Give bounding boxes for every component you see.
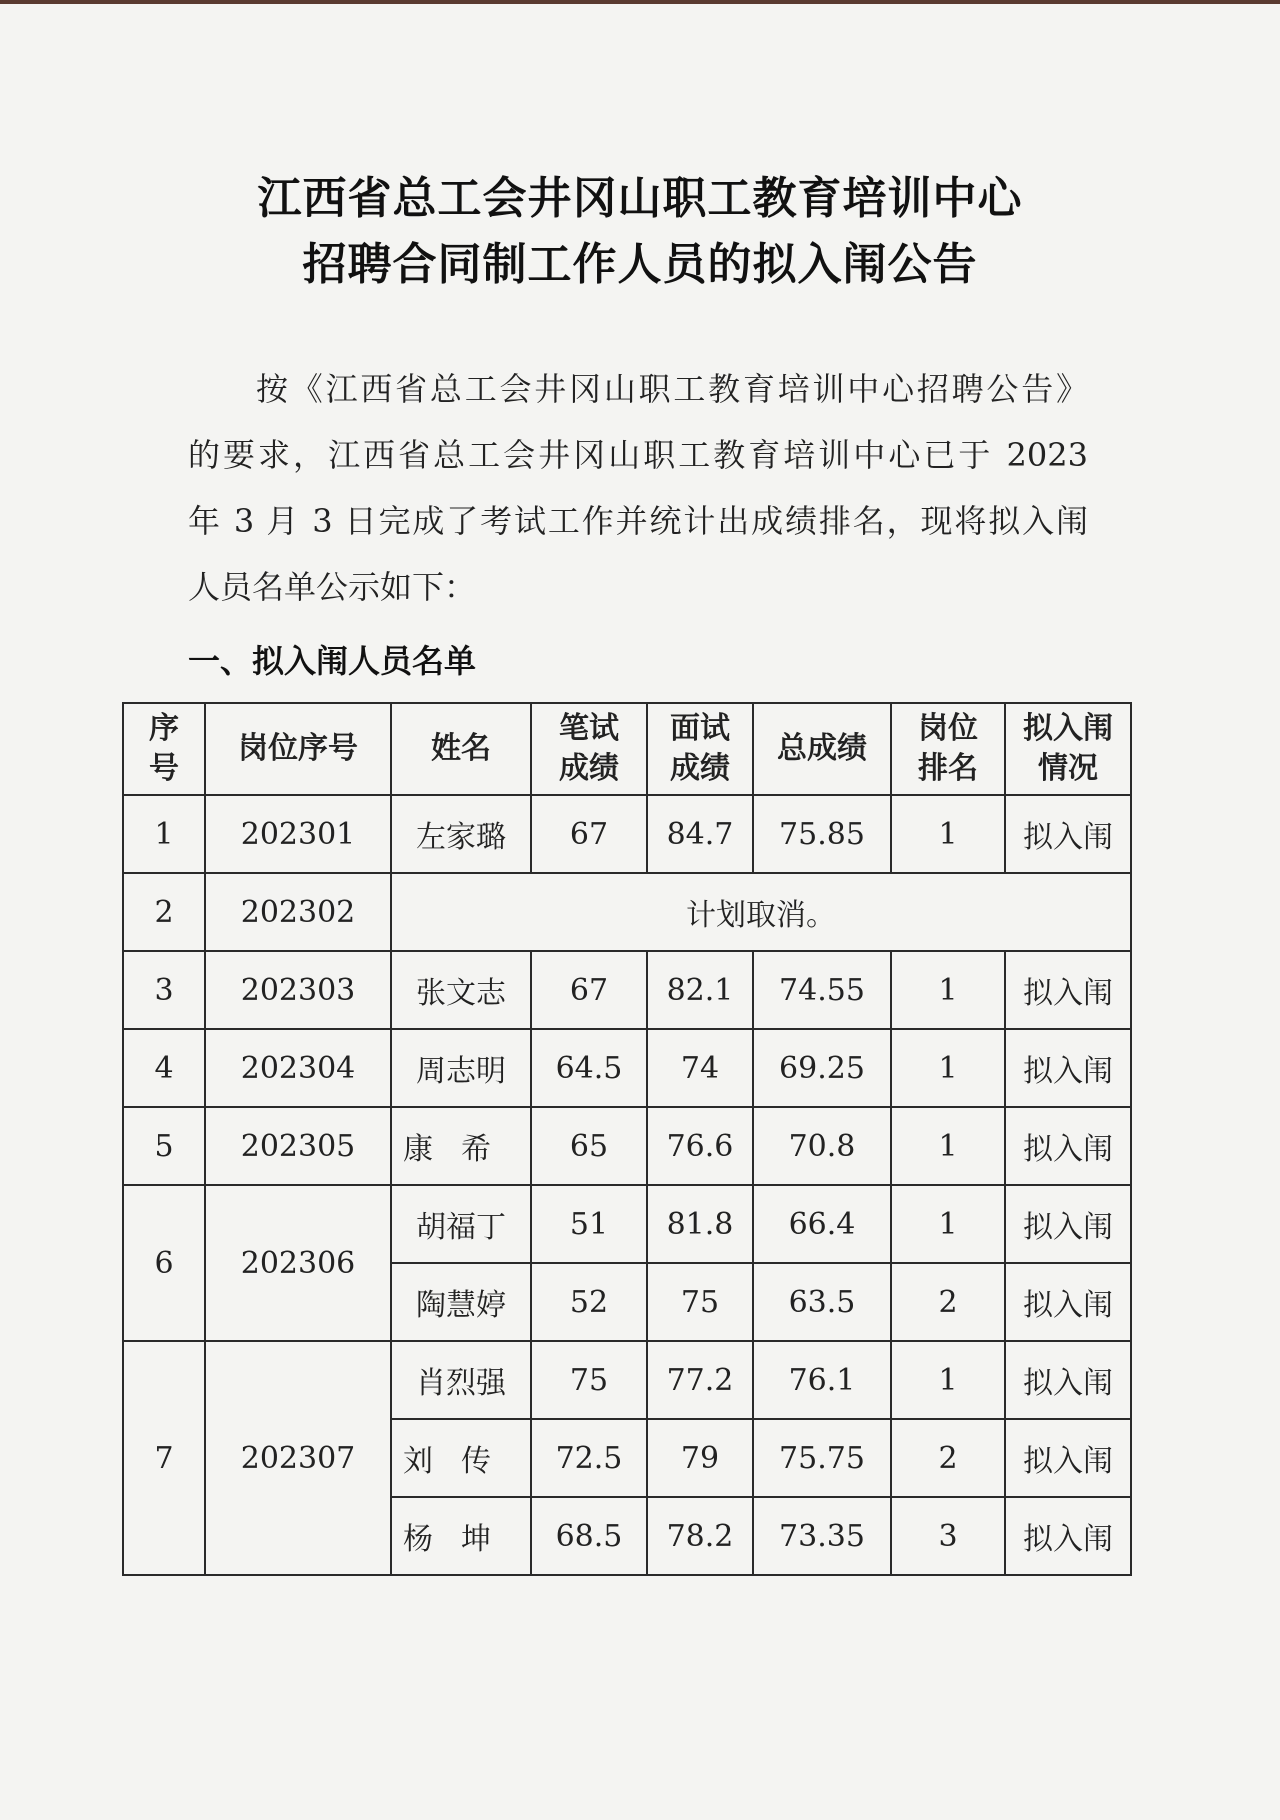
cell-rank: 1 bbox=[891, 795, 1005, 873]
cell-written: 67 bbox=[531, 795, 647, 873]
cell-interview: 75 bbox=[647, 1263, 753, 1341]
cell-post: 202301 bbox=[205, 795, 391, 873]
cell-rank: 1 bbox=[891, 1341, 1005, 1419]
cell-name: 肖烈强 bbox=[391, 1341, 531, 1419]
cell-interview: 77.2 bbox=[647, 1341, 753, 1419]
intro-line-3: 年 3 月 3 日完成了考试工作并统计出成绩排名，现将拟入闱 bbox=[188, 502, 1088, 540]
cell-status: 拟入闱 bbox=[1005, 1419, 1131, 1497]
header-status: 拟入闱 情况 bbox=[1005, 703, 1131, 795]
cell-seq: 5 bbox=[123, 1107, 205, 1185]
header-name: 姓名 bbox=[391, 703, 531, 795]
cell-seq: 1 bbox=[123, 795, 205, 873]
cell-status: 拟入闱 bbox=[1005, 1029, 1131, 1107]
header-seq: 序 号 bbox=[123, 703, 205, 795]
cell-status: 拟入闱 bbox=[1005, 1497, 1131, 1575]
cell-total: 74.55 bbox=[753, 951, 891, 1029]
cell-name: 张文志 bbox=[391, 951, 531, 1029]
cell-interview: 84.7 bbox=[647, 795, 753, 873]
cell-written: 65 bbox=[531, 1107, 647, 1185]
intro-line-1: 按《江西省总工会井冈山职工教育培训中心招聘公告》 bbox=[256, 370, 1088, 408]
table-header-row bbox=[123, 703, 1131, 795]
header-total-score: 总成绩 bbox=[753, 703, 891, 795]
page-top-edge bbox=[0, 0, 1280, 4]
cell-written: 51 bbox=[531, 1185, 647, 1263]
cell-post: 202305 bbox=[205, 1107, 391, 1185]
cell-rank: 2 bbox=[891, 1263, 1005, 1341]
table-row bbox=[123, 1029, 1131, 1107]
table-row bbox=[123, 1185, 1131, 1263]
cell-interview: 79 bbox=[647, 1419, 753, 1497]
cell-total: 75.75 bbox=[753, 1419, 891, 1497]
cell-interview: 82.1 bbox=[647, 951, 753, 1029]
cell-post: 202307 bbox=[205, 1341, 391, 1575]
cell-written: 72.5 bbox=[531, 1419, 647, 1497]
cell-rank: 1 bbox=[891, 951, 1005, 1029]
document-title-line2: 招聘合同制工作人员的拟入闱公告 bbox=[302, 239, 978, 290]
table-row bbox=[123, 1341, 1131, 1419]
intro-line-4: 人员名单公示如下： bbox=[188, 568, 477, 606]
cell-total: 66.4 bbox=[753, 1185, 891, 1263]
document-title-line1: 江西省总工会井冈山职工教育培训中心 bbox=[257, 173, 1023, 224]
header-post-rank: 岗位 排名 bbox=[891, 703, 1005, 795]
cell-name: 左家璐 bbox=[391, 795, 531, 873]
cell-status: 拟入闱 bbox=[1005, 1341, 1131, 1419]
cell-name: 陶慧婷 bbox=[391, 1263, 531, 1341]
cell-status: 拟入闱 bbox=[1005, 1107, 1131, 1185]
cell-written: 64.5 bbox=[531, 1029, 647, 1107]
cell-rank: 1 bbox=[891, 1185, 1005, 1263]
cell-name: 刘传 bbox=[391, 1419, 531, 1497]
cell-status: 拟入闱 bbox=[1005, 951, 1131, 1029]
header-interview-score: 面试 成绩 bbox=[647, 703, 753, 795]
cell-total: 69.25 bbox=[753, 1029, 891, 1107]
cell-cancel-note: 计划取消。 bbox=[391, 873, 1131, 951]
table-row bbox=[123, 795, 1131, 873]
table-row bbox=[123, 1107, 1131, 1185]
section-heading-candidate-list: 一、拟入闱人员名单 bbox=[188, 642, 477, 680]
cell-post: 202306 bbox=[205, 1185, 391, 1341]
candidate-table bbox=[122, 702, 1132, 1576]
cell-seq: 3 bbox=[123, 951, 205, 1029]
cell-total: 75.85 bbox=[753, 795, 891, 873]
cell-status: 拟入闱 bbox=[1005, 795, 1131, 873]
cell-interview: 74 bbox=[647, 1029, 753, 1107]
cell-seq: 7 bbox=[123, 1341, 205, 1575]
cell-total: 73.35 bbox=[753, 1497, 891, 1575]
cell-post: 202302 bbox=[205, 873, 391, 951]
intro-line-2: 的要求，江西省总工会井冈山职工教育培训中心已于 2023 bbox=[188, 436, 1088, 474]
table-row bbox=[123, 951, 1131, 1029]
cell-written: 52 bbox=[531, 1263, 647, 1341]
cell-post: 202303 bbox=[205, 951, 391, 1029]
cell-seq: 4 bbox=[123, 1029, 205, 1107]
cell-rank: 1 bbox=[891, 1029, 1005, 1107]
cell-interview: 81.8 bbox=[647, 1185, 753, 1263]
cell-interview: 78.2 bbox=[647, 1497, 753, 1575]
table-row bbox=[123, 873, 1131, 951]
cell-seq: 6 bbox=[123, 1185, 205, 1341]
intro-paragraph bbox=[188, 356, 1088, 620]
cell-rank: 3 bbox=[891, 1497, 1005, 1575]
cell-name: 康希 bbox=[391, 1107, 531, 1185]
cell-name: 胡福丁 bbox=[391, 1185, 531, 1263]
header-written-score: 笔试 成绩 bbox=[531, 703, 647, 795]
cell-total: 63.5 bbox=[753, 1263, 891, 1341]
cell-status: 拟入闱 bbox=[1005, 1185, 1131, 1263]
cell-written: 67 bbox=[531, 951, 647, 1029]
cell-total: 76.1 bbox=[753, 1341, 891, 1419]
header-post-no: 岗位序号 bbox=[205, 703, 391, 795]
cell-rank: 1 bbox=[891, 1107, 1005, 1185]
cell-status: 拟入闱 bbox=[1005, 1263, 1131, 1341]
cell-seq: 2 bbox=[123, 873, 205, 951]
cell-written: 75 bbox=[531, 1341, 647, 1419]
cell-total: 70.8 bbox=[753, 1107, 891, 1185]
cell-name: 周志明 bbox=[391, 1029, 531, 1107]
cell-post: 202304 bbox=[205, 1029, 391, 1107]
cell-written: 68.5 bbox=[531, 1497, 647, 1575]
cell-name: 杨坤 bbox=[391, 1497, 531, 1575]
cell-interview: 76.6 bbox=[647, 1107, 753, 1185]
cell-rank: 2 bbox=[891, 1419, 1005, 1497]
